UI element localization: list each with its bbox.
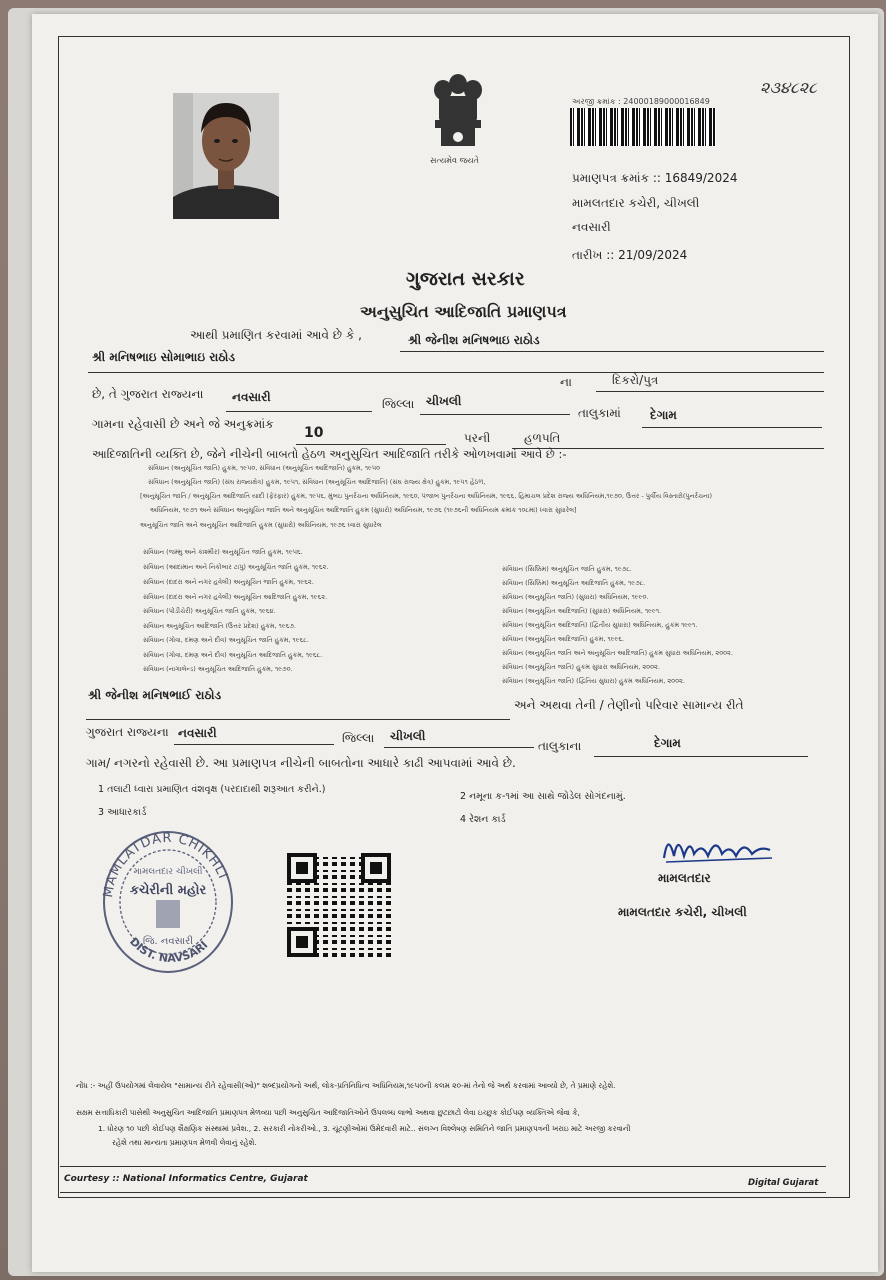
national-emblem-icon [423, 70, 493, 166]
application-number: અરજી ક્રમાંક : 24000189000016849 [572, 97, 710, 106]
basis-item: 2 નમૂના ક-૧માં આ સાથે જોડેલ સોગંદનામું. [460, 791, 626, 802]
certify-text: આથી પ્રમાણિત કરવામાં આવે છે કે , [190, 328, 362, 342]
resident-text: ગામના રહેવાસી છે અને જે અનુક્રમાંક [92, 417, 274, 431]
applicant-name2-line [86, 719, 510, 720]
applicant-photo [173, 93, 279, 219]
par-ni-text: પરની [464, 431, 491, 445]
order-line: સંવિધાન (અનુસૂચિત જાતિ) (સુધારા) અધિનિયમ, ૧૯૯૦. [502, 593, 649, 601]
order-line: સંવિધાન (પોંડીચેરી) અનુસૂચિત જાતિ હુકમ, ૧૯૬૪. [143, 607, 276, 615]
village-line [642, 427, 822, 428]
order-line: અનુસૂચિત જાતિ અને અનુસૂચિત આદિજાતિ હુકમ (સુધારો) અધિનિયમ, ૧૯૭૬ ધ્વારા સુધારેલ [140, 521, 382, 529]
order-line: સંવિધાન (સિક્કિમ) અનુસૂચિત આદિજાતિ હુકમ, ૧૯૭૮. [502, 579, 646, 587]
basis-item: 1 તલાટી ધ્વારા પ્રમાણિત વંશવૃક્ષ (પરદાદાથી શરૂઆત કરીને.) [98, 784, 326, 795]
tribe-value: હળપતિ [524, 431, 561, 445]
footer-note: 1. ધોરણ ૧૦ પછી કોઈપણ શૈક્ષણિક સંસ્થામાં પ્રવેશ., 2. સરકારી નોકરીઓ., 3. ચૂંટણીઓમાં ઉમેદવારી માટે.. સંલગ્ન વિશ્લેષણ સમિતિને જાતિ પ્રમાણપત્રની ખરાઇ માટે અરજી કરવાની [98, 1124, 631, 1133]
district-value-second: નવસારી [178, 726, 217, 740]
district-value: નવસારી [232, 390, 271, 404]
serial-line [296, 444, 446, 445]
courtesy-text: Courtesy :: National Informatics Centre, Gujarat [64, 1174, 308, 1184]
father-name: શ્રી મનિષભાઇ સોમાભાઇ રાઠોડ [92, 350, 235, 364]
issue-date: તારીખ :: 21/09/2024 [572, 248, 688, 262]
order-line: સંવિધાન (જમ્મુ અને કાશ્મીર) અનુસૂચિત જાતિ હુકમ, ૧૯૫૬. [143, 548, 303, 556]
verification-qr-code [287, 853, 391, 957]
relation: દિકરો/પુત્ર [612, 373, 659, 387]
handwritten-number: ૨૩૪૮૨૮ [760, 78, 817, 97]
applicant-name-second: શ્રી જેનીશ મનિષભાઈ રાઠોડ [88, 688, 222, 702]
order-line: સંવિધાન (અનુસૂચિત આદિજાતિ) (દ્વિતીય સુધારા) અધિનિયમ, હુકમ ૧૯૯૧. [502, 621, 698, 629]
qr-finder [361, 853, 391, 883]
order-line: સંવિધાન (અનુસૂચિત જાતિ) (દ્વિતિય સુધારા) હુકમ અધિનિયમ, ૨૦૦૨. [502, 677, 685, 685]
order-line: અધિનિયમ, ૧૯૭૧ અને સંવિધાન અનુસૂચિત જાતિ અને અનુસૂચિત આદિજાતિ હુકમ (સુધારો) અધિનિયમ, ૧૯૭૬ (૧૯૭૬ની અધિનિયમ ક્રમાંક ૧૦૮માં) ધ્વારા સુધારેલ] [150, 506, 577, 514]
order-line: સંવિધાન (સિક્કિમ) અનુસૂચિત જાતિ હુકમ, ૧૯૭૮. [502, 565, 632, 573]
order-line: [અનુસૂચિત જાતિ / અનુસૂચિત આદિજાતિ યાદી (ફેરફાર) હુકમ, ૧૯૫૬, મુંબઇ પુનર્રચના અધિનિયમ, ૧૯૬૦, પંજાબ પુનર્રચના અધિનિયમ, ૧૯૬૬, હિમાચલ પ્રદેશ રાજ્ય અધિનિયમ,૧૯૭૦, ઉત્તર - પુર્વીય વિસ્તારો(પુનર્રચના) [140, 492, 713, 500]
government-title: ગુજરાત સરકાર [406, 268, 525, 290]
order-line: સંવિધાન (અનુસૂચિત આદિજાતિ) (સુધારા) અધિનિયમ, ૧૯૯૧. [502, 607, 662, 615]
order-line: સંવિધાન (અનુસૂચિત જાતિ) હુકમ, ૧૯૫૦, સંવિધાન (અનુસૂચિત આદિજાતિ) હુકમ, ૧૯૫૦ [148, 464, 381, 472]
serial-number: 10 [304, 425, 324, 441]
qr-finder [287, 853, 317, 883]
order-line: સંવિધાન (અનુસૂચિત જાતિ) હુકમ સુધારા અધિનિયમ, ૨૦૦૨. [502, 663, 660, 671]
footer-divider [60, 1166, 826, 1167]
taluka-line [420, 414, 570, 415]
applicant-name-line [400, 351, 824, 352]
svg-text:MAMLATDAR CHIKHLI: MAMLATDAR CHIKHLI [100, 830, 231, 899]
digital-gujarat-text: Digital Gujarat [748, 1178, 819, 1188]
taluka-label: તાલુકામાં [578, 406, 621, 420]
village-value: દેગામ [650, 408, 677, 422]
na-text: ના [560, 375, 572, 389]
taluka-value-second: ચીખલી [390, 729, 426, 743]
certificate-title: અનુસુચિત આદિજાતિ પ્રમાણપત્ર [360, 302, 567, 321]
district-label: જિલ્લા [382, 397, 415, 411]
issue-basis-text: ગામ/ નગરનો રહેવાસી છે. આ પ્રમાણપત્ર નીચેની બાબતોના આધારે કાઢી આપવામાં આવે છે. [86, 756, 516, 770]
officer-signature [660, 828, 778, 870]
office-seal-stamp [98, 826, 238, 976]
emblem-motto: સત્યમેવ જયતે [430, 156, 479, 165]
order-line: સંવિધાન (ગોવા, દમણ અને દીવ) અનુસૂચિત આદિજાતિ હુકમ, ૧૯૬૮. [143, 651, 323, 659]
signatory-office: મામલતદાર કચેરી, ચીખલી [618, 905, 747, 919]
footer-bottom-line [60, 1192, 826, 1193]
order-line: સંવિધાન (દાદરા અને નગર હવેલી) અનુસૂચિત આદિજાતિ હુકમ, ૧૯૬૨. [143, 593, 328, 601]
state-prefix: છે, તે ગુજરાત રાજ્યના [92, 387, 204, 401]
order-line: સંવિધાન (અનુસૂચિત જાતિ) (સંઘ રાજ્યક્ષેત્ર) હુકમ, ૧૯૫૧, સંવિધાન (અનુસૂચિત આદિજાતિ) (સંઘ રાજ્ય ક્ષેત્ર) હુકમ, ૧૯૫૧ હેઠળ, [148, 478, 486, 486]
order-line: સંવિધાન (અનુસૂચિત જાતિ અને અનુસૂચિત આદિજાતિ) હુકમ સુધારા અધિનિયમ, ૨૦૦૨. [502, 649, 733, 657]
application-barcode [570, 108, 716, 146]
basis-item: 4 રેશન કાર્ડ [460, 814, 506, 825]
svg-text:કચેરીની મહોર: કચેરીની મહોર [129, 883, 207, 898]
svg-text:મામલતદાર ચીખલી: મામલતદાર ચીખલી [133, 867, 203, 877]
order-line: સંવિધાન (નાગાલેન્ડ) અનુસૂચિત આદિજાતિ હુકમ, ૧૯૭૦. [143, 665, 293, 673]
footer-note: રહેશે તથા માન્યતા પ્રમાણપત્ર મેળવી લેવાનું રહેશે. [112, 1138, 257, 1147]
svg-text:DIST. NAVSARI: DIST. NAVSARI [127, 935, 211, 965]
order-line: સંવિધાન (આંદામાન અને નિકોબાર ટાપુ) અનુસૂચિત જાતિ હુકમ, ૧૯૬૨. [143, 563, 329, 571]
order-line: સંવિધાન (દાદરા અને નગર હવેલી) અનુસૂચિત જાતિ હુકમ, ૧૯૬૨. [143, 578, 314, 586]
signatory-designation: મામલતદાર [658, 871, 711, 885]
footer-note: સક્ષમ સત્તાધિકારી પાસેથી અનુસુચિત આદિજાતિ પ્રમાણપત્ર મેળવ્યા પછી અનુસુચિત આદિજાતિઓને ઉપલબ્ધ લાભો અથવા છુટછાટો લેવા ઇચ્છુક કોઈપણ વ્યક્તિએ જેવા કે, [76, 1108, 580, 1117]
district2-line [174, 744, 334, 745]
applicant-name: શ્રી જેનીશ મનિષભાઇ રાઠોડ [408, 333, 540, 347]
order-line: સંવિધાન (અનુસૂચિત આદિજાતિ) હુકમ, ૧૯૯૬. [502, 635, 625, 643]
svg-text:જિ. નવસારી: જિ. નવસારી [142, 936, 194, 947]
taluka-label-second: તાલુકાના [538, 739, 582, 753]
issuing-place: નવસારી [572, 220, 611, 234]
taluka-value: ચીખલી [426, 394, 462, 408]
taluka2-line [384, 747, 534, 748]
state-prefix-second: ગુજરાત રાજ્યના [86, 725, 169, 739]
order-line: સંવિધાન (ગોવા, દમણ અને દીવ) અનુસૂચિત જાતિ હુકમ, ૧૯૬૮. [143, 636, 309, 644]
basis-item: 3 આધારકાર્ડ [98, 807, 147, 818]
order-line: સંવિધાન અનુસૂચિત આદિજાતિ (ઉત્તર પ્રદેશ) હુકમ, ૧૯૬૭. [143, 622, 296, 630]
relation-line [596, 391, 824, 392]
district-line [226, 411, 372, 412]
footer-note: નોંધ :- અહીં ઉપયોગમાં લેવાયેલ "સામાન્ય રીતે રહેવાસી(ઓ)" શબ્દપ્રયોગનો અર્થ, લોક-પ્રતિનિધિત્વ અધિનિયમ,૧૯૫૦ની કલમ ૨૦-માં તેનો જે અર્થ કરવામાં આવ્યો છે, તે પ્રમાણે રહેશે. [76, 1081, 616, 1090]
tribe-text: આદિજાતિની વ્યક્તિ છે, જેને નીચેની બાબતો હેઠળ અનુસુચિત આદિજાતિ તરીકે ઓળખવામાં આવે છે :- [92, 447, 567, 461]
family-text: અને અથવા તેની / તેણીનો પરિવાર સામાન્ય રીતે [514, 698, 744, 712]
certificate-number: પ્રમાણપત્ર ક્રમાંક :: 16849/2024 [572, 171, 738, 185]
father-name-line [88, 372, 824, 373]
village2-line [594, 756, 808, 757]
village-value-second: દેગામ [654, 736, 681, 750]
issuing-office: મામલતદાર કચેરી, ચીખલી [572, 196, 700, 210]
district-label-second: જિલ્લા [342, 731, 375, 745]
qr-finder [287, 927, 317, 957]
